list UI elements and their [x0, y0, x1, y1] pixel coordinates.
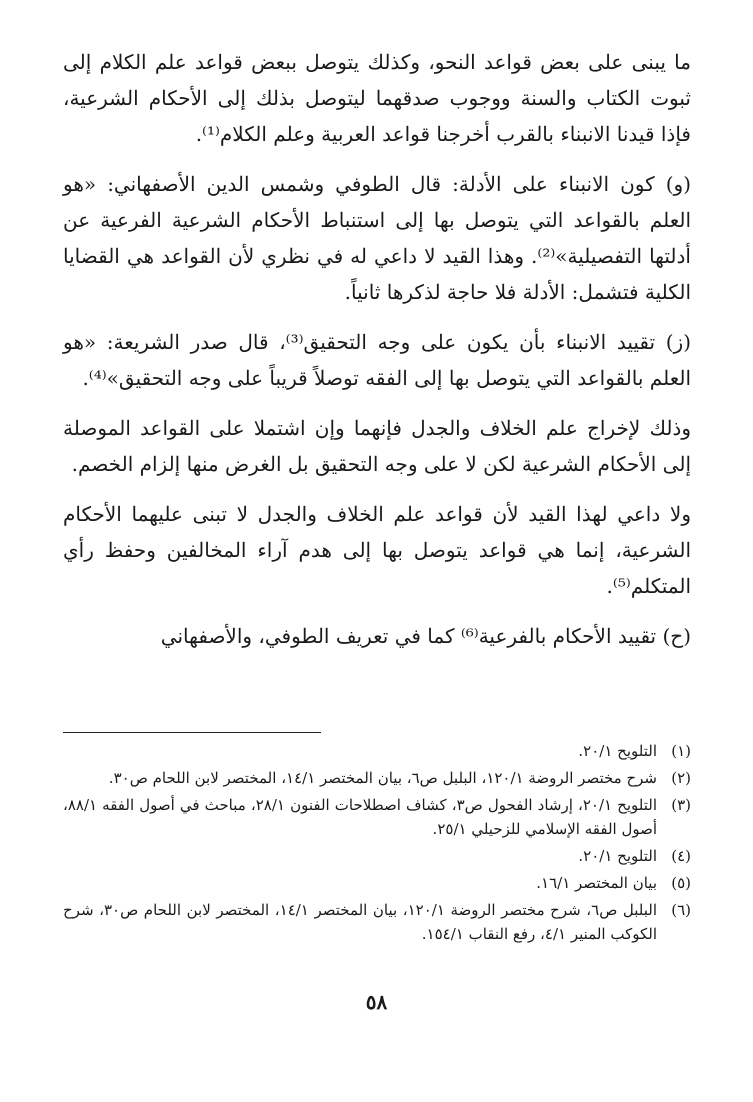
paragraph-4: وذلك لإخراج علم الخلاف والجدل فإنهما وإن اشتملا على القواعد الموصلة إلى الأحكام الشرعية لكن لا على وجه التحقيق بل الغرض منها إلزام الخصم.: [63, 416, 691, 476]
footnote-item: [63, 871, 691, 895]
footnote-number: (٤): [671, 847, 691, 865]
footnote-list: [63, 739, 691, 946]
paragraph-6: (ح) تقييد الأحكام بالفرعية⁽⁶⁾ كما في تعريف الطوفي، والأصفهاني: [160, 624, 691, 648]
footnote-number: (١): [671, 742, 691, 760]
footnote-text: شرح مختصر الروضة ١٢٠/١، البلبل ص٦، بيان المختصر ١٤/١، المختصر لابن اللحام ص٣٠.: [108, 769, 657, 787]
footnote-text: التلويح ٢٠/١.: [578, 847, 657, 865]
footnote-text: بيان المختصر ١٦/١.: [536, 874, 657, 892]
paragraph-2: (و) كون الانبناء على الأدلة: قال الطوفي وشمس الدين الأصفهاني: «هو العلم بالقواعد التي يتوصل بها إلى استنباط الأحكام الشرعية الفرعية عن أدلتها التفصيلية»⁽²⁾. وهذا القيد لا داعي له في نظري لأن القواعد هي القضايا الكلية فتشمل: الأدلة فلا حاجة لذكرها ثانياً.: [63, 172, 691, 304]
footnote-text: البلبل ص٦، شرح مختصر الروضة ١٢٠/١، بيان المختصر ١٤/١، المختصر لابن اللحام ص٣٠، شرح الكوكب المنير ٤/١، رفع النقاب ١٥٤/١.: [63, 901, 658, 943]
footnote-separator-wrap: [63, 732, 691, 733]
footnote-number: (٣): [671, 796, 691, 814]
footnote-item: [63, 898, 691, 946]
footnote-text: التلويح ٢٠/١.: [578, 742, 657, 760]
footnote-number: (٦): [671, 901, 691, 919]
footnote-text: التلويح ٢٠/١، إرشاد الفحول ص٣، كشاف اصطلاحات الفنون ٢٨/١، مباحث في أصول الفقه ٨٨/١، أصول الفقه الإسلامي للزحيلي ٢٥/١.: [63, 796, 657, 838]
paragraph-3: (ز) تقييد الانبناء بأن يكون على وجه التحقيق⁽³⁾، قال صدر الشريعة: «هو العلم بالقواعد التي يتوصل بها إلى الفقه توصلاً قريباً على وجه التحقيق»⁽⁴⁾.: [63, 330, 691, 390]
footnote-item: [63, 793, 691, 841]
paragraph-1: ما يبنى على بعض قواعد النحو، وكذلك يتوصل ببعض قواعد علم الكلام إلى ثبوت الكتاب والسنة ووجوب صدقهما ليتوصل بذلك إلى الأحكام الشرعية، فإذا قيدنا الانبناء بالقرب أخرجنا قواعد العربية وعلم الكلام⁽¹⁾.: [63, 50, 691, 146]
footnote-number: (٢): [671, 769, 691, 787]
footnote-number: (٥): [671, 874, 691, 892]
footnote-item: [63, 739, 691, 763]
footnote-item: [63, 844, 691, 868]
paragraph-5: ولا داعي لهذا القيد لأن قواعد علم الخلاف والجدل لا تبنى عليهما الأحكام الشرعية، إنما هي قواعد يتوصل بها إلى هدم آراء المخالفين وحفظ رأي المتكلم⁽⁵⁾.: [63, 502, 691, 598]
footnotes: [63, 732, 691, 949]
footnote-item: [63, 766, 691, 790]
footnote-separator: [63, 732, 321, 733]
page-number: ٥٨: [365, 990, 388, 1014]
main-text: [63, 44, 691, 666]
